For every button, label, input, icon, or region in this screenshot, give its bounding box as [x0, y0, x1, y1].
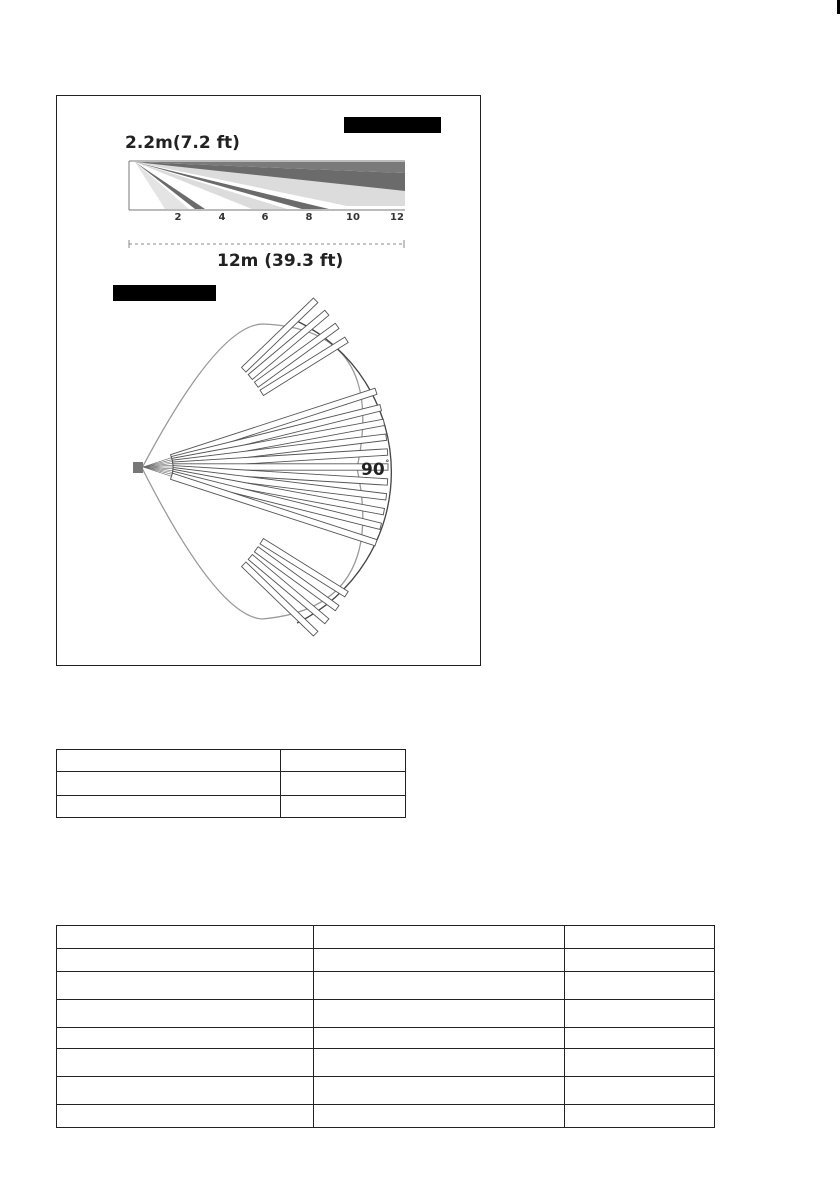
table-row	[57, 949, 715, 972]
table-cell	[565, 1077, 715, 1105]
table-row	[57, 1077, 715, 1105]
distance-tick: 12	[390, 212, 404, 223]
table-cell	[565, 926, 715, 949]
table-cell	[281, 796, 406, 818]
detection-pattern-figure	[56, 95, 481, 666]
table-row	[57, 750, 406, 772]
table-cell	[314, 926, 565, 949]
detection-pattern-drawing	[57, 96, 482, 667]
table-row	[57, 796, 406, 818]
table-cell	[57, 1049, 314, 1077]
redacted-label-top-view	[113, 285, 216, 301]
table-row	[57, 926, 715, 949]
table-cell	[565, 1105, 715, 1128]
table-cell	[314, 1105, 565, 1128]
table-2	[56, 925, 715, 1128]
range-distance-label: 12m (39.3 ft)	[217, 251, 344, 271]
table-cell	[565, 1000, 715, 1028]
table-cell	[565, 972, 715, 1000]
distance-tick: 4	[218, 212, 226, 223]
table-cell	[57, 796, 281, 818]
table-cell	[314, 1049, 565, 1077]
beam-fans	[143, 298, 388, 636]
table-cell	[314, 949, 565, 972]
table-cell	[314, 1077, 565, 1105]
table-cell	[57, 750, 281, 772]
distance-tick: 8	[305, 212, 313, 223]
side-view	[129, 161, 405, 248]
angle-value: 90	[361, 460, 385, 480]
table-cell	[281, 750, 406, 772]
table-cell	[57, 772, 281, 796]
coverage-angle-label	[361, 460, 389, 480]
table-1	[56, 749, 406, 818]
distance-tick: 10	[346, 212, 360, 223]
table-cell	[57, 1105, 314, 1128]
table-cell	[565, 1049, 715, 1077]
table-cell	[565, 1028, 715, 1049]
table-cell	[57, 1028, 314, 1049]
distance-tick: 6	[261, 212, 269, 223]
table-cell	[57, 926, 314, 949]
table-cell	[314, 1000, 565, 1028]
table-cell	[57, 972, 314, 1000]
table-cell	[565, 949, 715, 972]
mount-height-label: 2.2m(7.2 ft)	[125, 133, 240, 153]
sensor-icon	[133, 462, 143, 473]
table-row	[57, 1028, 715, 1049]
table-cell	[281, 772, 406, 796]
top-view	[133, 298, 391, 636]
table-cell	[57, 1000, 314, 1028]
degree-symbol: °	[385, 459, 390, 467]
redacted-label-side-view	[344, 117, 441, 133]
table-row	[57, 972, 715, 1000]
table-row	[57, 772, 406, 796]
table-row	[57, 1049, 715, 1077]
table-cell	[314, 1028, 565, 1049]
table-cell	[57, 1077, 314, 1105]
table-cell	[314, 972, 565, 1000]
table-cell	[57, 949, 314, 972]
table-row	[57, 1000, 715, 1028]
distance-tick: 2	[174, 212, 182, 223]
table-row	[57, 1105, 715, 1128]
